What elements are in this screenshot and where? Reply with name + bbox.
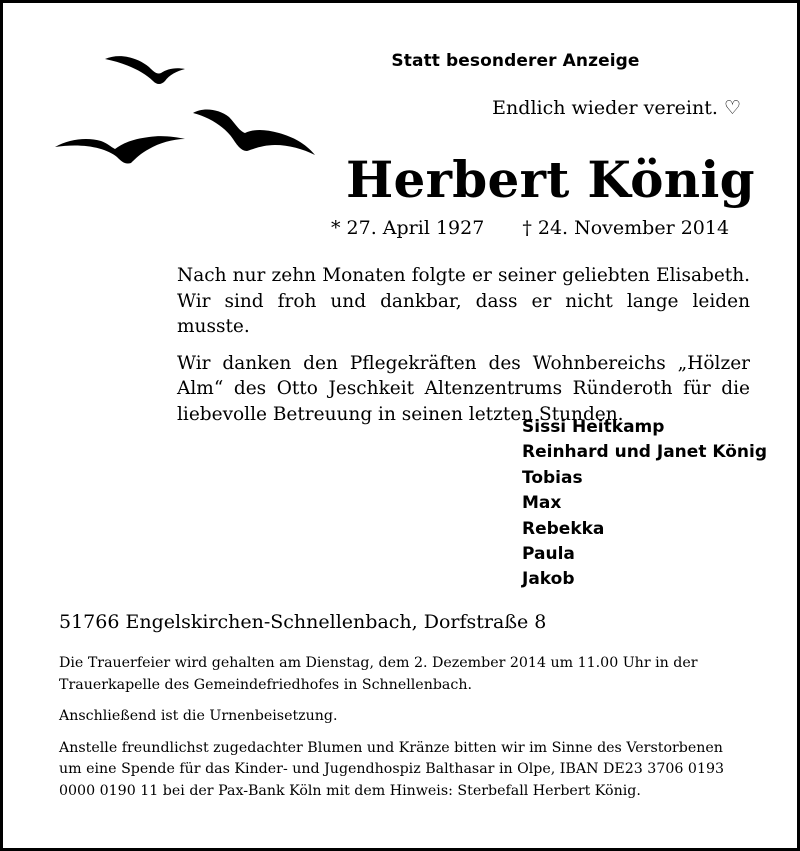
mourner-name: Reinhard und Janet König: [522, 442, 768, 463]
mourner-name: Paula: [522, 544, 575, 565]
notice-body: [177, 263, 750, 438]
life-dates: [331, 217, 729, 239]
notice-motto: Endlich wieder vereint. ♡: [492, 97, 741, 119]
body-paragraph: Wir danken den Pflegekräften des Wohnbereichs „Hölzer Alm“ des Otto Jeschkeit Altenzentrums Ründeroth für die liebevolle Betreuung in seinen letzten Stunden.: [177, 352, 750, 425]
bird-icon: [193, 110, 315, 155]
mourner-name: Sissi Heitkamp: [522, 417, 665, 437]
death-date: † 24. November 2014: [522, 217, 730, 239]
mourner-name: Tobias: [522, 467, 583, 488]
ceremony-details: [59, 653, 749, 812]
mourners-list: [522, 415, 767, 593]
birth-date: * 27. April 1927: [331, 217, 485, 239]
body-paragraph: Nach nur zehn Monaten folgte er seiner geliebten Elisabeth. Wir sind froh und dankbar, dass er nicht lange leiden musste.: [177, 265, 750, 337]
bird-icon: [105, 56, 185, 84]
bird-icon: [55, 136, 185, 163]
notice-kicker: Statt besonderer Anzeige: [391, 51, 640, 71]
details-paragraph: Anstelle freundlichst zugedachter Blumen und Kränze bitten wir im Sinne des Verstorbenen um eine Spende für das Kinder- und Jugendhospiz Balthasar in Olpe, IBAN DE23 3706 0193 0000 0190 11 bei der Pax-Bank Köln mit dem Hinweis: Sterbefall Herbert König.: [59, 739, 725, 799]
details-paragraph: Die Trauerfeier wird gehalten am Dienstag, dem 2. Dezember 2014 um 11.00 Uhr in der Trauerkapelle des Gemeindefriedhofes in Schnellenbach.: [59, 655, 698, 693]
details-paragraph: Anschließend ist die Urnenbeisetzung.: [59, 708, 338, 724]
mourner-name: Jakob: [522, 569, 575, 590]
mourner-name: Max: [522, 493, 562, 514]
family-address: 51766 Engelskirchen-Schnellenbach, Dorfstraße 8: [59, 611, 547, 633]
mourner-name: Rebekka: [522, 518, 605, 539]
birds-icon: [53, 51, 323, 171]
deceased-name: Herbert König: [346, 150, 755, 209]
